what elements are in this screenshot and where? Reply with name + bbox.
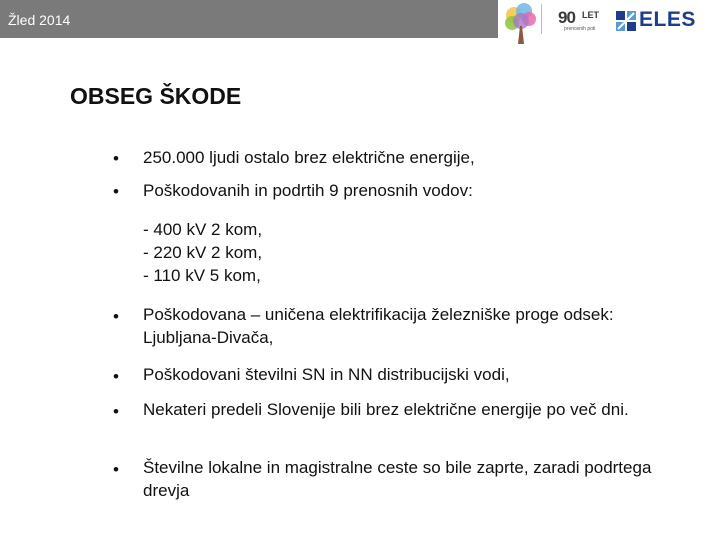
anniversary-logo: [558, 9, 610, 33]
header-label: Žled 2014: [8, 12, 71, 28]
bullet-symbol: •: [113, 460, 119, 479]
list-item: Poškodovanih in podrtih 9 prenosnih vodov:: [143, 181, 473, 200]
anniversary-subtitle: prenosnih poti: [564, 26, 596, 32]
bullet-symbol: •: [113, 182, 119, 201]
logo-divider: [541, 4, 542, 34]
list-item: Poškodovana – uničena elektrifikacija železniške proge odsek: Ljubljana-Divača,: [143, 305, 614, 347]
tree-logo-icon: [502, 2, 540, 44]
header-bar: [0, 0, 720, 38]
slide-title: OBSEG ŠKODE: [70, 83, 242, 109]
anniversary-suffix: LET: [582, 10, 599, 20]
list-item: Nekateri predeli Slovenije bili brez električne energije po več dni.: [143, 400, 629, 419]
list-item: 250.000 ljudi ostalo brez električne energije,: [143, 148, 475, 167]
bullet-symbol: •: [113, 307, 119, 326]
eles-mark-icon: [616, 11, 636, 31]
bullet-symbol: •: [113, 149, 119, 168]
logo-panel: [498, 0, 720, 38]
sub-list-item: - 220 kV 2 kom,: [143, 243, 263, 262]
sub-list-item: - 400 kV 2 kom,: [143, 220, 263, 239]
anniversary-number: 90: [558, 8, 575, 27]
bullet-symbol: •: [113, 367, 119, 386]
bullet-symbol: •: [113, 402, 119, 421]
list-item: Poškodovani številni SN in NN distribucijski vodi,: [143, 365, 510, 384]
list-item: Številne lokalne in magistralne ceste so bile zaprte, zaradi podrtega drevja: [143, 458, 652, 500]
sub-list-item: - 110 kV 5 kom,: [143, 266, 261, 285]
eles-brand-text: ELES: [639, 8, 696, 31]
